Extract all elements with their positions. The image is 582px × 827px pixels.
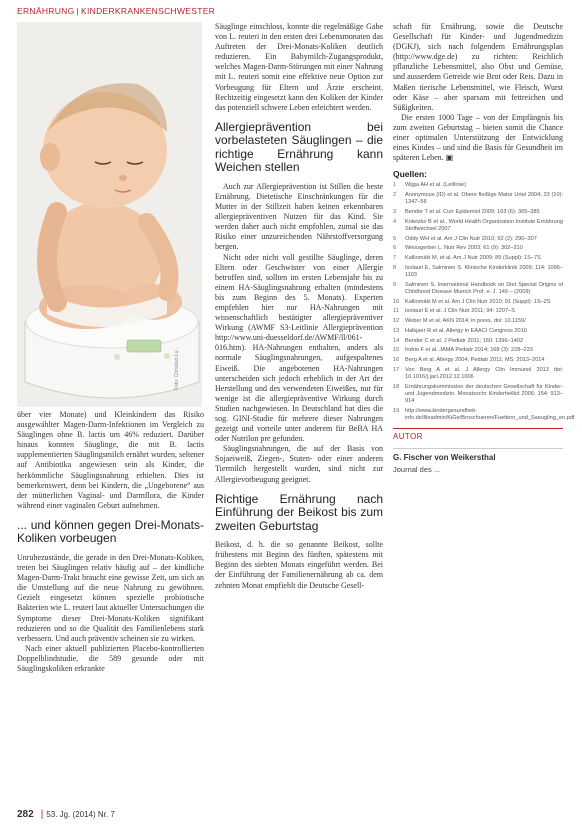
reference-number: 5: [393, 235, 397, 242]
reference-item: [393, 299, 563, 306]
text-column-3: [393, 22, 575, 475]
reference-item: [393, 282, 563, 297]
reference-number: 8: [393, 264, 397, 271]
page-footer: [17, 809, 115, 820]
reference-number: 3: [393, 209, 397, 216]
reference-text: Salminen S, International Handbook on Diet Special Origins of Childhood Disease Munich Prof. e. J. 149 – (2009): [405, 281, 563, 296]
paragraph: Unruhezustände, die gerade in den Drei-Monats-Koliken, treten bei Säuglingen relativ häufig auf – der kindliche Magen-Darm-Trakt braucht eine gewisse Zeit, um sich an die Umstellung auf die neue Nahrung zu gewöhnen. Gezielt eingesetzt können spezielle probiotische Bakterien wie L. reuteri laut aktueller Untersuchungen die Symptome dieser Drei-Monats-Koliken signifikant reduzieren und so die Qualität des Familienlebens stark verbessern. Und auch präventiv scheinen sie zu wirken.: [17, 552, 204, 643]
reference-item: [393, 347, 563, 354]
reference-number: 6: [393, 245, 397, 252]
paragraph: Nach einer aktuell publizierten Placebo-kontrollierten Doppelblindstudie, die 589 gesunde oder mit Säuglingskoliken erkrankte: [17, 643, 204, 673]
reference-number: 15: [393, 347, 400, 354]
reference-number: 17: [393, 366, 400, 373]
reference-item: [393, 236, 563, 243]
subheading-koliken: ... und können gegen Drei-Monats-Koliken vorbeugen: [17, 517, 204, 546]
references-list: [393, 182, 575, 422]
reference-text: Isolauri E et al. J Clin Nutr 2011; 94: 1207–S: [405, 308, 515, 315]
reference-number: 19: [393, 407, 400, 414]
reference-item: [393, 318, 563, 325]
reference-text: Von Berg A et al. J Allergy Clin Immunol 2013 doi: 10.1016/j.jaci.2012.12.1006: [405, 366, 563, 380]
paragraph: Säuglingsnahrungen, die auf der Basis von Sojaeiweiß, Ziegen-, Stuten- oder einer anderen Tiermilch hergestellt wurden, sind nicht zur Allergievorbeugung geeignet.: [215, 444, 383, 484]
reference-number: 1: [393, 182, 397, 189]
reference-text: Weber M et al. AKN 2014; in press, doi: 10.1159/: [405, 318, 526, 325]
paragraph: Auch zur Allergieprävention ist Stillen die beste Ernährung. Dietetische Einschränkungen für die Mutter in der Stillzeit haben keinen erkennbaren allergiepräventiven Nutzen für das Kind. Sie werden daher auch nicht empfohlen, zumal sie das Risiko einer unzureichenden Nährstoffversorgung bergen.: [215, 181, 383, 252]
end-mark-icon: ▣: [445, 153, 454, 163]
reference-text: Kalliomäki M et al. Am J Clin Nutr 2010; 91 (Suppl): 1S–2S: [405, 298, 551, 305]
reference-text: Anonymous (ID) et al. Obere fleißige Matur Urtel 2004; 33 (10): 1347–56: [405, 192, 563, 206]
paragraph: [393, 113, 563, 163]
reference-item: [393, 255, 563, 262]
reference-number: 9: [393, 281, 397, 288]
reference-text: Weissgerber L. Nutr Rev 2003; 61 (9): 302–310: [405, 245, 523, 252]
reference-text: Indrio F et al. JAMA Pediatr 2014; 168 (3): 228–233: [405, 347, 533, 354]
author-name: G. Fischer von Weikersthal: [393, 448, 563, 463]
reference-item: [393, 192, 563, 207]
paragraph: Nicht oder nicht voll gestillte Säuglinge, deren Eltern oder Geschwister von einer Allergie betroffen sind, sollten im ersten Lebensjahr bis zu einem HA-Säuglingsnahrung erhalten (mindestens bis zum Beginn des 5. Monats). Experten empfehlen hier nur HA-Nahrungen mit wissenschaftlich bestätigter allergiepräventiver Wirkung (AWMF S3-Leitlinie Allergieprävention http://www.uni-duesseldorf.de/AWMF/ll/061-016.htm). HA-Nahrungen enthalten, anders als normale Säuglingsnahrungen, aufgespaltenes Eiweiß. Die angebotenen HA-Nahrungen unterscheiden sich jedoch erheblich in der Art der Herstellung und des verwendeten Eiweißes, nur für wenige ist die allergiepräventive Wirkung durch Studien nachgewiesen. In Deutschland hat dies die sog. GINI-Studie für mehrere dieser Nahrungen gezeigt und vorteile unter anderem für BeBA HA oder Nutrilon pre gefunden.: [215, 252, 383, 444]
reference-text: Oddy WH et al. Am J Clin Nutr 2010; 92 (2): 290–307: [405, 235, 537, 242]
paragraph: Säuglinge einschloss, konnte die regelmäßige Gabe von L. reuteri in den ersten drei Lebensmonaten das Auftreten der Drei-Monats-Koliken deutlich reduzieren. Ein Babymilch-Zugangsprodukt, welches Magen-Darm-Störungen mit einer Nahrung mit L. reuteri somit eine effektive neue Option zur Vorbeugung für Eltern und Ärzte erscheint. Rechtzeitig eingesetzt kann den Koliken der Kinder das potenziell schwere Leben erleichtert werden.: [215, 22, 383, 112]
reference-text: Ernährungskommission der deutschen Gesellschaft für Kinder- und Jugendmedizin. Monatsschr Kinderheilkd 2006; 154: 913–914: [405, 383, 563, 405]
page-number: 282: [17, 809, 34, 820]
text-column-1: [17, 410, 204, 674]
references-title: Quellen:: [393, 169, 428, 180]
reference-text: Berg A et al. Allergy 2004; Pediatr 2011; MS: 2013–2014: [405, 356, 545, 363]
reference-item: [393, 328, 563, 335]
subheading-allergiepraevention: Allergieprävention bei vorbelasteten Säuglingen – die richtige Ernährung kann Weichen stellen: [215, 119, 383, 175]
reference-item: [393, 245, 563, 252]
section-label: ERNÄHRUNG: [17, 6, 75, 16]
reference-text: Isolauri E, Salminen S. Klinische Kinderklinik 2009; 114: 1096–1103: [405, 264, 563, 279]
reference-item: [393, 182, 563, 189]
reference-item: [393, 357, 563, 364]
reference-item: [393, 384, 563, 406]
reference-number: 11: [393, 308, 399, 315]
reference-number: 7: [393, 255, 397, 262]
paragraph: schaft für Ernährung, sowie die Deutsche Gesellschaft für Kinder- und Jugendmedizin (DGKJ), sich nach folgendem Ernährungsplan (http://www.dge.de) zu richten: Reichlich pflanzliche Lebensmittel, also Obst und Gemüse, und ausserdem Getreide wie Brot oder Reis. Dazu in Maßen tierische Lebensmittel, wie Fleisch, Wurst oder Käse – aber sparsam mit fettreichen und Süßigkeiten.: [393, 22, 563, 112]
reference-text: Koletzko B et al., World Health Organization Institute Ernährung Stoffwechsel 2007: [405, 218, 563, 233]
reference-text: Kalliomäki M, et al. Am J Nutr 2009; 89 (Suppl): 1S–7S: [405, 255, 541, 262]
reference-item: [393, 209, 563, 216]
reference-number: 18: [393, 383, 400, 390]
issue-info: 53. Jg. (2014) Nr. 7: [46, 810, 115, 819]
text-column-2: [215, 22, 383, 591]
subheading-beikost: Richtige Ernährung nach Einführung der Beikost bis zum zweiten Geburtstag: [215, 491, 383, 533]
header-separator: |: [76, 6, 79, 16]
author-role: Journal des ...: [393, 464, 441, 474]
photo-credit: Foto: Christian Lu...: [174, 346, 180, 390]
reference-item: [393, 219, 563, 234]
reference-number: 12: [393, 318, 400, 325]
footer-separator: |: [40, 809, 44, 820]
reference-item: [393, 367, 563, 382]
reference-number: 4: [393, 218, 397, 225]
reference-text: Bender T et al. Curr Epidemiol 2009; 163 (6): 365–385: [405, 209, 540, 216]
paragraph: über vier Monate) und Kleinkindern das Risiko ausgewählter Magen-Darm-Infektionen im Vergleich zu Säuglingen ohne B. lactis um 46% reduziert. Darüber hinaus konnten Säuglinge, die mit B. lactis supplementierten Säuglingsmilch ernährt wurden, seltener auf Antibiotika angewiesen sein als Kinder, die herkömmliche Säuglingsnahrung erhielten. Dies ist bemerkenswert, denn bei Kindern, die „Ungeborene“ aus der mütterlichen Vaginal- und Darmflora, die Kinder während einer vaginalen Geburt aufnehmen.: [17, 410, 204, 510]
reference-number: 13: [393, 327, 400, 334]
reference-text: http://www.kindergesundheit-info.de/fileadmin/KiGe/Broschueren/Fuettern_und_Saeugling_en.pdf: [405, 407, 575, 422]
reference-text: Halkjaer R et al. Allergy in EAACI Congress 2010: [405, 327, 527, 334]
paragraph-text: Die ersten 1000 Tage – von der Empfängnis bis zum zweiten Geburtstag – bieten somit die Chance einer optimalen Unterstützung der Entwicklung eines Kindes – und sind die Basis für Gesundheit im späteren Leben.: [393, 112, 563, 163]
running-header: [17, 6, 215, 16]
reference-item: [393, 308, 563, 315]
reference-text: Bender C et al. J Pediatr 2011; 160: 1396–1402: [405, 337, 524, 344]
reference-number: 2: [393, 192, 397, 199]
reference-text: Wijga AH et al. (Leitlinie): [405, 182, 466, 189]
author-box: [393, 428, 563, 474]
reference-number: 16: [393, 356, 400, 363]
author-label: AUTOR: [393, 432, 423, 442]
reference-number: 10: [393, 298, 400, 305]
reference-item: [393, 338, 563, 345]
paragraph: Beikost, d. h. die so genannte Beikost, sollte frühestens mit Beginn des fünften, spätestens mit Beginn des siebten Monats eingeführt werden. Bei der Einführung der Familienernährung ab ca. dem zehnten Monat empfiehlt die Deutsche Gesell-: [215, 540, 383, 590]
reference-item: [393, 265, 563, 280]
journal-label: KINDERKRANKENSCHWESTER: [81, 6, 216, 16]
reference-item: [393, 407, 575, 423]
reference-number: 14: [393, 337, 400, 344]
